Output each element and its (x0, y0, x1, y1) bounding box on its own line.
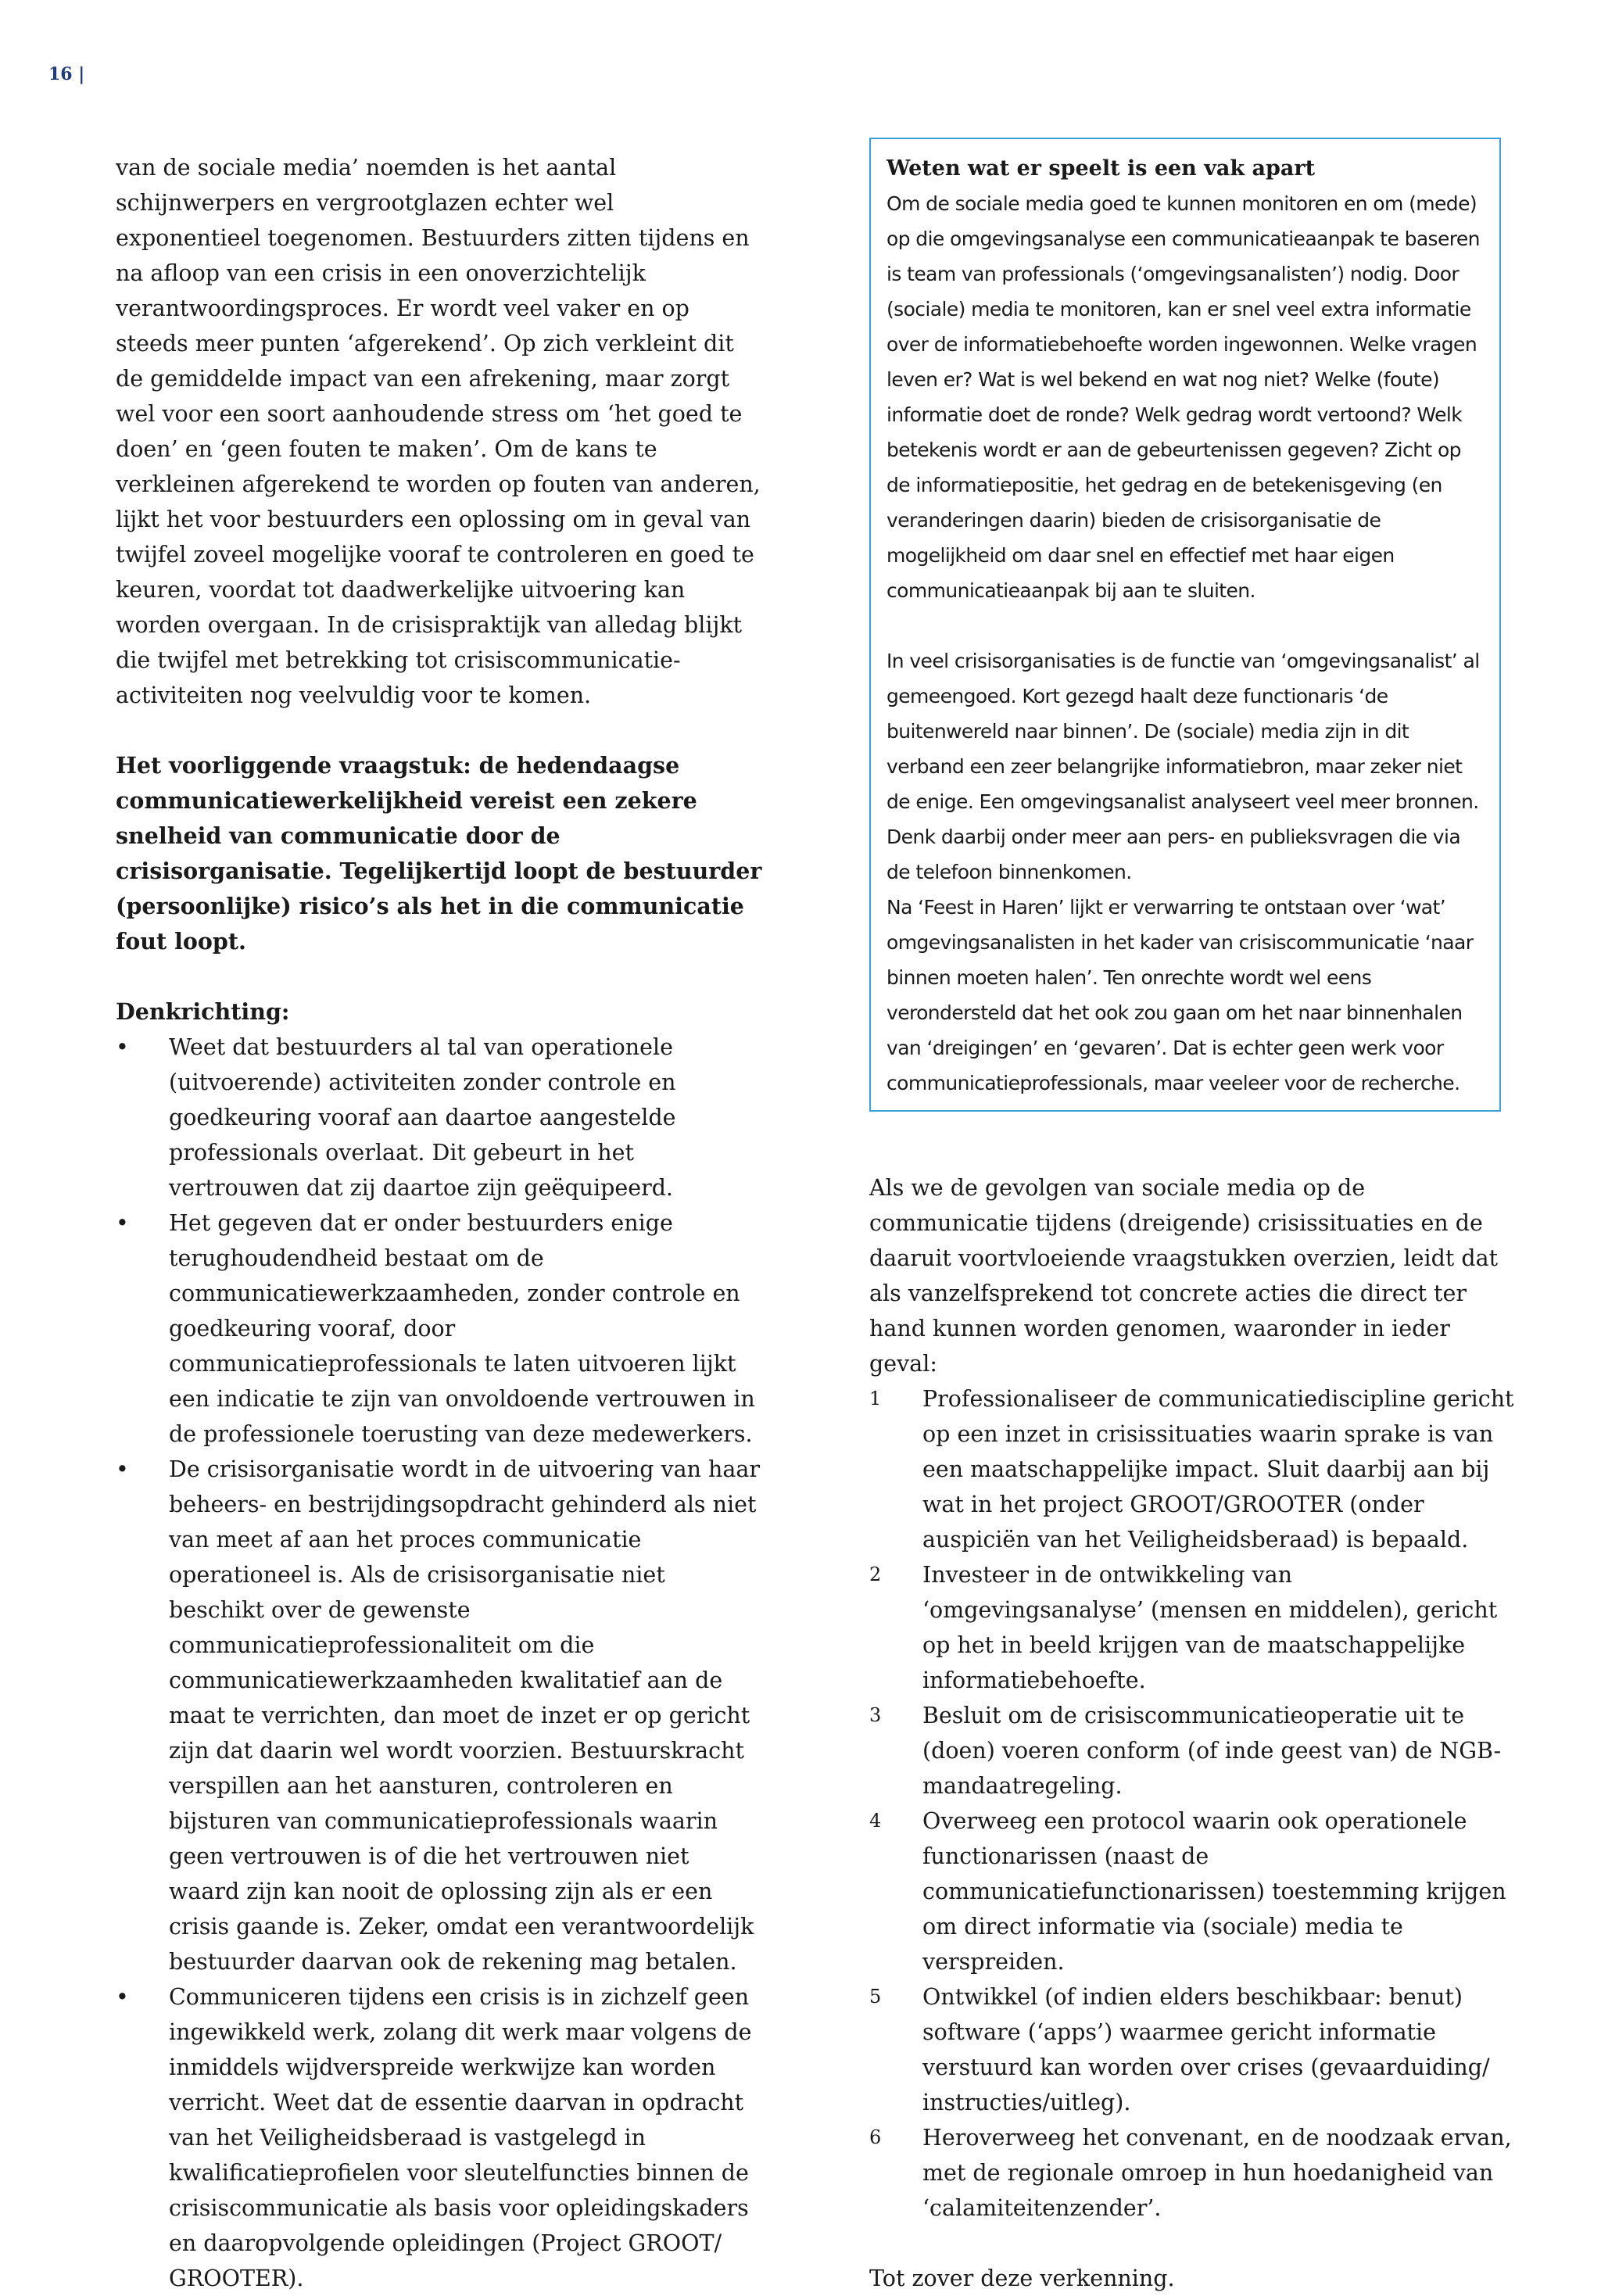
action-number: 6 (869, 2126, 882, 2148)
action-item (869, 2120, 1518, 2226)
closing-text: Tot zover deze verkenning. (869, 2266, 1175, 2291)
bullet-item (116, 1452, 765, 1979)
callout-box (869, 138, 1501, 1112)
intro-paragraph: van de sociale media’ noemden is het aantal schijnwerpers en vergrootglazen echter wel exponentieel toegenomen. Bestuurders zitten tijdens en na afloop van een crisis in een onoverzichtelijk verantwoordingsproces. Er wordt veel vaker en op steeds meer punten ‘afgerekend’. Op zich verkleint dit de gemiddelde impact van een afrekening, maar zorgt wel voor een soort aanhoudende stress om ‘het goed te doen’ en ‘geen fouten te maken’. Om de kans te verkleinen afgerekend te worden op fouten van anderen, lijkt het voor bestuurders een oplossing om in geval van twijfel zoveel mogelijke vooraf te controleren en goed te keuren, voordat tot daadwerkelijke uitvoering kan worden overgaan. In de crisispraktijk van alledag blijkt die twijfel met betrekking tot crisiscommunicatie-activiteiten nog veelvuldig voor te komen. (116, 155, 761, 708)
bullet-text: Weet dat bestuurders al tal van operationele (uitvoerende) activiteiten zonder controle en goedkeuring vooraf aan daartoe aangestelde professionals overlaat. Dit gebeurt in het vertrouwen dat zij daartoe zijn geëquipeerd. (169, 1034, 676, 1201)
bullet-text: Communiceren tijdens een crisis is in zichzelf geen ingewikkeld werk, zolang dit werk maar volgens de inmiddels wijdverspreide werkwijze kan worden verricht. Weet dat de essentie daarvan in opdracht van het Veiligheidsberaad is vastgelegd in kwalificatieprofielen voor sleutelfuncties binnen de crisiscommunicatie als basis voor opleidingskaders en daaropvolgende opleidingen (Project GROOT/ GROOTER). (169, 1984, 752, 2291)
callout-paragraph: Na ‘Feest in Haren’ lijkt er verwarring te ontstaan over ‘wat’ omgevingsanalisten in het kader van crisiscommunicatie ‘naar binnen moeten halen’. Ten onrechte wordt wel eens verondersteld dat het ook zou gaan om het naar binnenhalen van ‘dreigingen’ en ‘gevaren’. Dat is echter geen werk voor communicatieprofessionals, maar veeleer voor de recherche. (886, 896, 1474, 1094)
action-text: Ontwikkel (of indien elders beschikbaar: benut) software (‘apps’) waarmee gericht informatie verstuurd kan worden over crises (gevaarduiding/ instructies/uitleg). (922, 1984, 1490, 2115)
callout-title: Weten wat er speelt is een vak apart (886, 156, 1316, 181)
action-number: 5 (869, 1986, 882, 2008)
action-text: Overweeg een protocol waarin ook operationele functionarissen (naast de communicatiefunctionarissen) toestemming krijgen om direct informatie via (sociale) media te verspreiden. (922, 1808, 1506, 1975)
action-number: 1 (869, 1388, 882, 1409)
actions-list (869, 1381, 1518, 2226)
callout-body (886, 186, 1484, 1101)
bullet-item (116, 1979, 765, 2296)
right-column (869, 1170, 1518, 2296)
bullet-list (116, 1030, 765, 2296)
bullet-icon: • (116, 1456, 129, 1482)
page-number: 16 | (48, 64, 85, 84)
callout-paragraph: In veel crisisorganisaties is de functie van ‘omgevingsanalist’ al gemeengoed. Kort gezegd haalt deze functionaris ‘de buitenwereld naar binnen’. De (sociale) media zijn in dit verband een zeer belangrijke informatiebron, maar zeker niet de enige. Een omgevingsanalist analyseert veel meer bronnen. Denk daarbij onder meer aan pers- en publieksvragen die via de telefoon binnenkomen. (886, 650, 1480, 883)
bullet-item (116, 1205, 765, 1452)
callout-paragraph: Om de sociale media goed te kunnen monitoren en om (mede) op die omgevingsanalyse een communicatieaanpak te baseren is team van professionals (‘omgevingsanalisten’) nodig. Door (sociale) media te monitoren, kan er snel veel extra informatie over de informatiebehoefte worden ingewonnen. Welke vragen leven er? Wat is wel bekend en wat nog niet? Welke (foute) informatie doet de ronde? Welk gedrag wordt vertoond? Welk betekenis wordt er aan de gebeurtenissen gegeven? Zicht op de informatiepositie, het gedrag en de betekenisgeving (en veranderingen daarin) bieden de crisisorganisatie de mogelijkheid om daar snel en effectief met haar eigen communicatieaanpak bij aan te sluiten. (886, 192, 1480, 602)
bullet-text: De crisisorganisatie wordt in de uitvoering van haar beheers- en bestrijdingsopdracht gehinderd als niet van meet af aan het proces communicatie operationeel is. Als de crisisorganisatie niet beschikt over de gewenste communicatieprofessionaliteit om die communicatiewerkzaamheden kwalitatief aan de maat te verrichten, dan moet de inzet er op gericht zijn dat daarin wel wordt voorzien. Bestuurskracht verspillen aan het aansturen, controleren en bijsturen van communicatieprofessionals waarin geen vertrouwen is of die het vertrouwen niet waard zijn kan nooit de oplossing zijn als er een crisis gaande is. Zeker, omdat een verantwoordelijk bestuurder daarvan ook de rekening mag betalen. (169, 1456, 760, 1975)
bullet-icon: • (116, 1034, 129, 1060)
bullet-icon: • (116, 1210, 129, 1236)
action-item (869, 1803, 1518, 1979)
action-text: Heroverweeg het convenant, en de noodzaak ervan, met de regionale omroep in hun hoedanigheid van ‘calamiteitenzender’. (922, 2125, 1512, 2221)
action-item (869, 1557, 1518, 1698)
bullet-icon: • (116, 1984, 129, 2010)
actions-intro: Als we de gevolgen van sociale media op de communicatie tijdens (dreigende) crisissituaties en de daaruit voortvloeiende vraagstukken overzien, leidt dat als vanzelfsprekend tot concrete acties die direct ter hand kunnen worden genomen, waaronder in ieder geval: (869, 1175, 1499, 1377)
bullet-item (116, 1030, 765, 1205)
issue-paragraph: Het voorliggende vraagstuk: de hedendaagse communicatiewerkelijkheid vereist een zekere snelheid van communicatie door de crisisorganisatie. Tegelijkertijd loopt de bestuurder (persoonlijke) risico’s als het in die communicatie fout loopt. (116, 752, 762, 955)
action-text: Besluit om de crisiscommunicatieoperatie uit te (doen) voeren conform (of inde geest van) de NGB-mandaatregeling. (922, 1703, 1502, 1799)
action-number: 3 (869, 1704, 882, 1726)
action-item (869, 1698, 1518, 1803)
action-number: 4 (869, 1810, 882, 1832)
direction-heading: Denkrichting: (116, 998, 290, 1025)
left-column (116, 150, 765, 2296)
action-text: Investeer in de ontwikkeling van ‘omgevingsanalyse’ (mensen en middelen), gericht op het in beeld krijgen van de maatschappelijke informatiebehoefte. (922, 1562, 1498, 1693)
action-number: 2 (869, 1564, 882, 1585)
bullet-text: Het gegeven dat er onder bestuurders enige terughoudendheid bestaat om de communicatiewerkzaamheden, zonder controle en goedkeuring vooraf, door communicatieprofessionals te laten uitvoeren lijkt een indicatie te zijn van onvoldoende vertrouwen in de professionele toerusting van deze medewerkers. (169, 1210, 755, 1447)
action-text: Professionaliseer de communicatiediscipline gericht op een inzet in crisissituaties waarin sprake is van een maatschappelijke impact. Sluit daarbij aan bij wat in het project GROOT/GROOTER (onder auspiciën van het Veiligheidsberaad) is bepaald. (922, 1386, 1514, 1553)
action-item (869, 1381, 1518, 1557)
action-item (869, 1979, 1518, 2120)
